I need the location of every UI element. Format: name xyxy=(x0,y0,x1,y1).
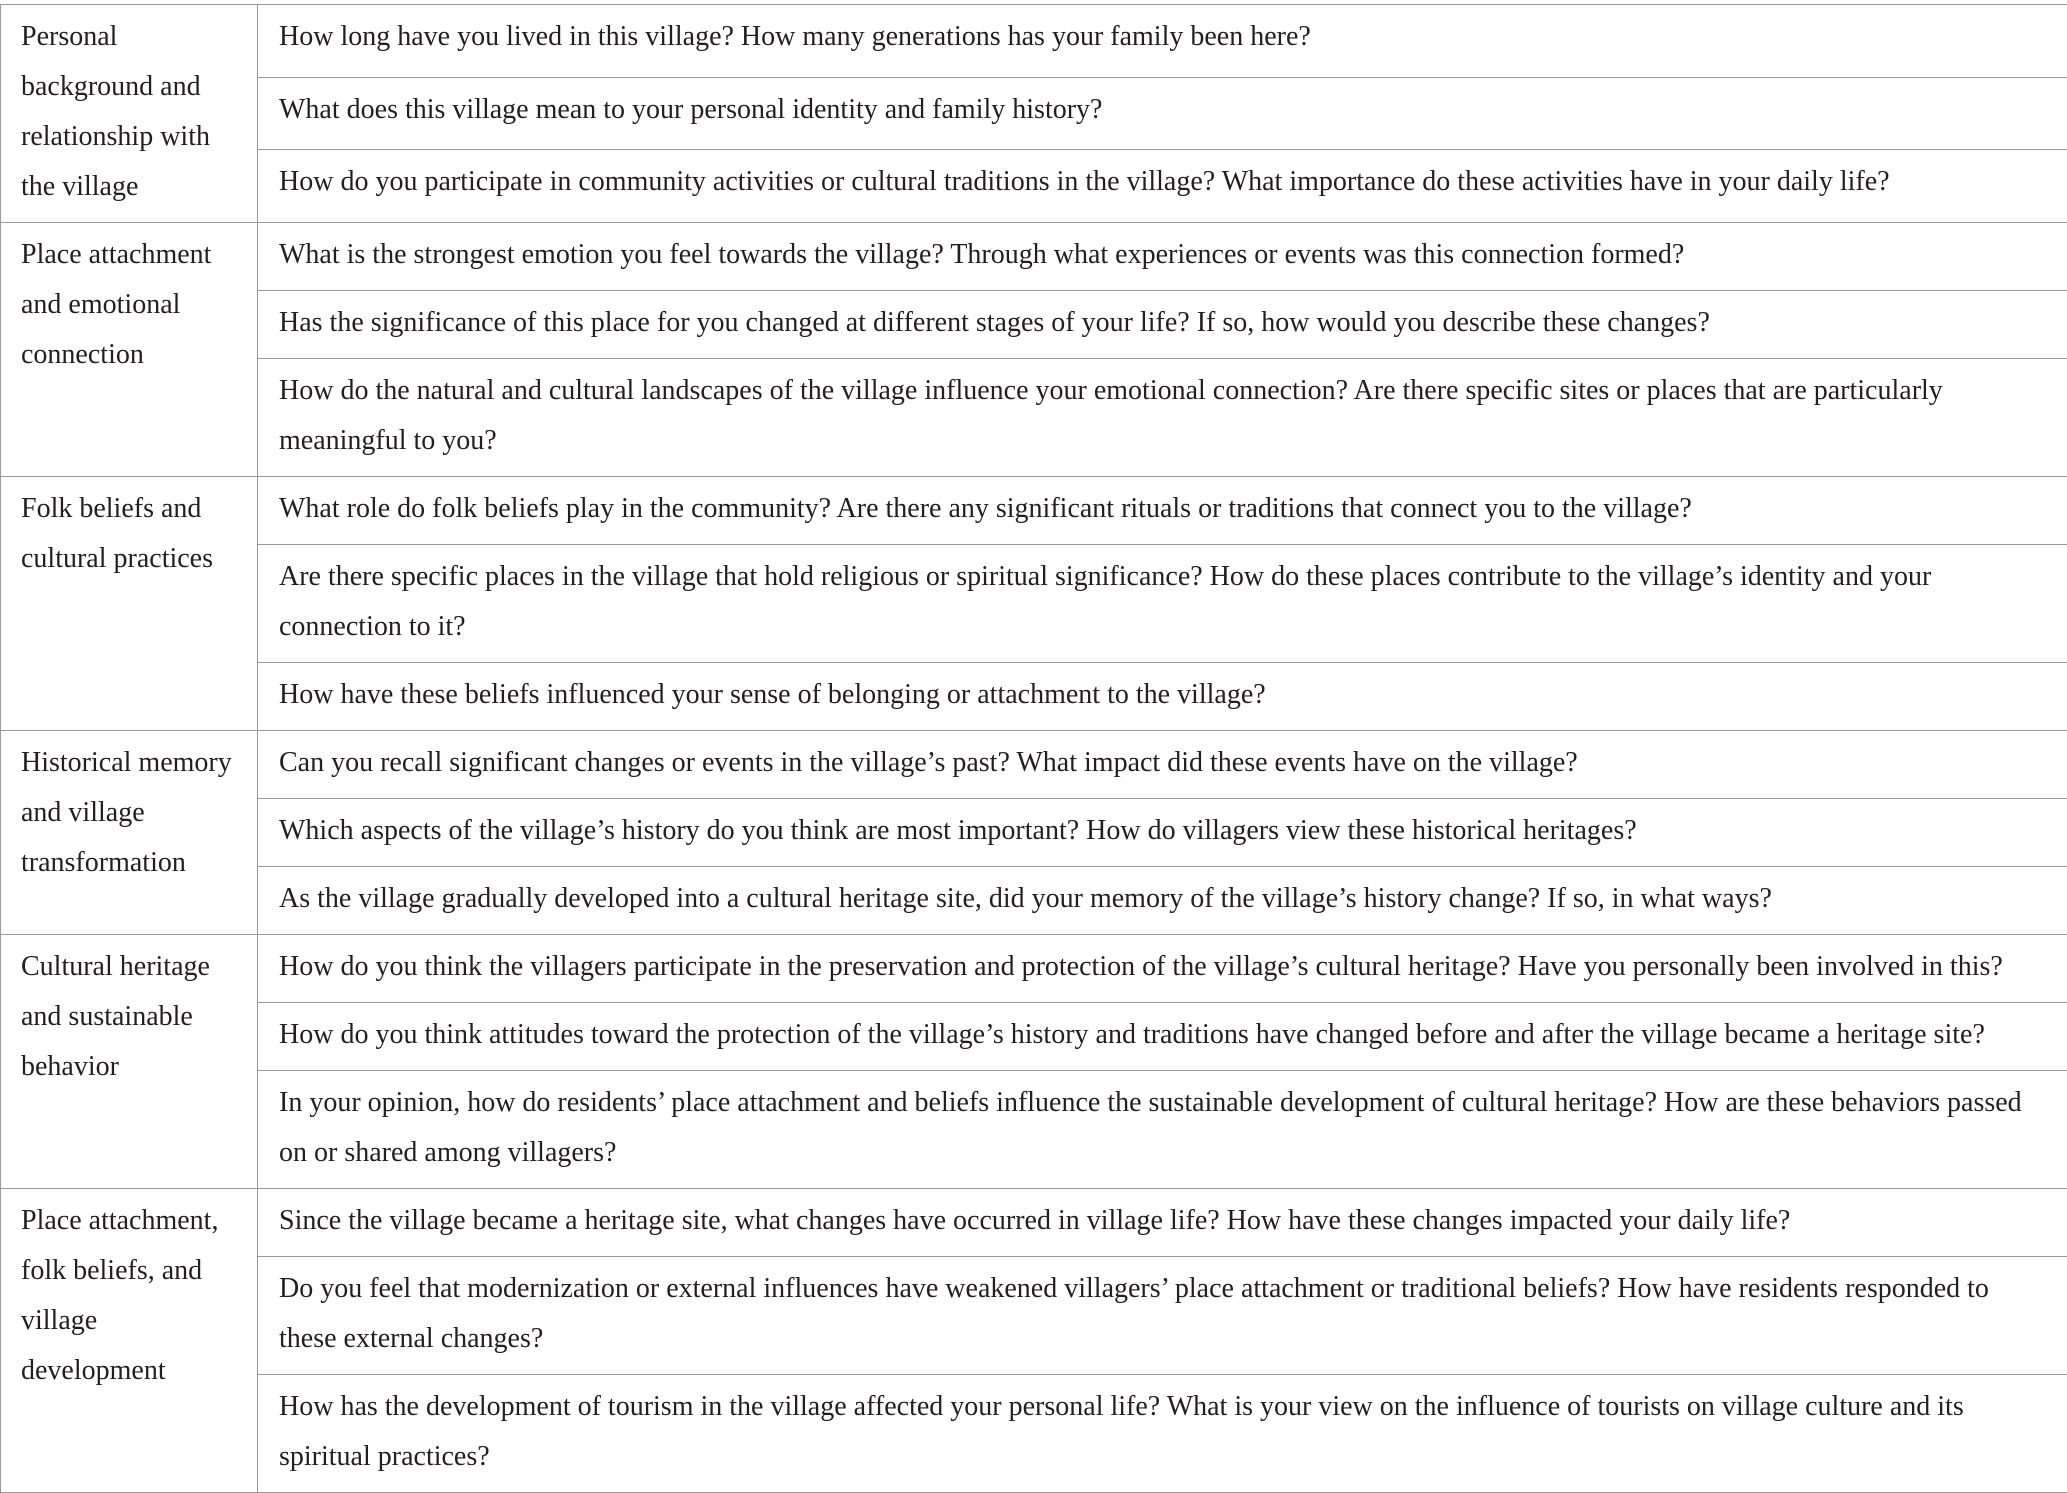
table-row xyxy=(1,867,2067,935)
question-cell: As the village gradually developed into a cultural heritage site, did your memory of the village’s history change? If so, in what ways? xyxy=(258,867,2067,935)
question-cell: Are there specific places in the village that hold religious or spiritual significance? How do these places contribute to the village’s identity and your connection to it? xyxy=(258,545,2067,663)
question-cell: How do you think the villagers participate in the preservation and protection of the village’s cultural heritage? Have you personally been involved in this? xyxy=(258,935,2067,1003)
question-cell: What does this village mean to your personal identity and family history? xyxy=(258,77,2067,150)
table-row xyxy=(1,150,2067,223)
table-row xyxy=(1,223,2067,291)
table-row xyxy=(1,663,2067,731)
table-row xyxy=(1,1189,2067,1257)
table-row xyxy=(1,77,2067,150)
table-row xyxy=(1,935,2067,1003)
table-body xyxy=(1,5,2067,1493)
category-cell: Cultural heritage and sustainable behavior xyxy=(1,935,258,1189)
question-cell: Can you recall significant changes or events in the village’s past? What impact did these events have on the village? xyxy=(258,731,2067,799)
question-cell: How have these beliefs influenced your sense of belonging or attachment to the village? xyxy=(258,663,2067,731)
table-row xyxy=(1,731,2067,799)
question-cell: In your opinion, how do residents’ place attachment and beliefs influence the sustainable development of cultural heritage? How are these behaviors passed on or shared among villagers? xyxy=(258,1071,2067,1189)
category-cell: Place attachment, folk beliefs, and village development xyxy=(1,1189,258,1493)
table-row xyxy=(1,5,2067,78)
interview-questions-table xyxy=(0,4,2067,1493)
table-row xyxy=(1,545,2067,663)
question-cell: Since the village became a heritage site, what changes have occurred in village life? How have these changes impacted your daily life? xyxy=(258,1189,2067,1257)
question-cell: How has the development of tourism in the village affected your personal life? What is your view on the influence of tourists on village culture and its spiritual practices? xyxy=(258,1375,2067,1493)
question-cell: Do you feel that modernization or external influences have weakened villagers’ place attachment or traditional beliefs? How have residents responded to these external changes? xyxy=(258,1257,2067,1375)
table-row xyxy=(1,1003,2067,1071)
table-row xyxy=(1,291,2067,359)
category-cell: Personal background and relationship with the village xyxy=(1,5,258,223)
question-cell: How long have you lived in this village? How many generations has your family been here? xyxy=(258,5,2067,78)
question-cell: How do the natural and cultural landscapes of the village influence your emotional connection? Are there specific sites or places that are particularly meaningful to you? xyxy=(258,359,2067,477)
table-row xyxy=(1,799,2067,867)
category-cell: Historical memory and village transformation xyxy=(1,731,258,935)
question-cell: How do you participate in community activities or cultural traditions in the village? What importance do these activities have in your daily life? xyxy=(258,150,2067,223)
category-cell: Folk beliefs and cultural practices xyxy=(1,477,258,731)
table-row xyxy=(1,1375,2067,1493)
question-cell: Has the significance of this place for you changed at different stages of your life? If so, how would you describe these changes? xyxy=(258,291,2067,359)
question-cell: What role do folk beliefs play in the community? Are there any significant rituals or traditions that connect you to the village? xyxy=(258,477,2067,545)
table-row xyxy=(1,477,2067,545)
category-cell: Place attachment and emotional connection xyxy=(1,223,258,477)
question-cell: How do you think attitudes toward the protection of the village’s history and traditions have changed before and after the village became a heritage site? xyxy=(258,1003,2067,1071)
table-row xyxy=(1,1071,2067,1189)
question-cell: What is the strongest emotion you feel towards the village? Through what experiences or events was this connection formed? xyxy=(258,223,2067,291)
table-row xyxy=(1,359,2067,477)
question-cell: Which aspects of the village’s history do you think are most important? How do villagers view these historical heritages? xyxy=(258,799,2067,867)
table-row xyxy=(1,1257,2067,1375)
